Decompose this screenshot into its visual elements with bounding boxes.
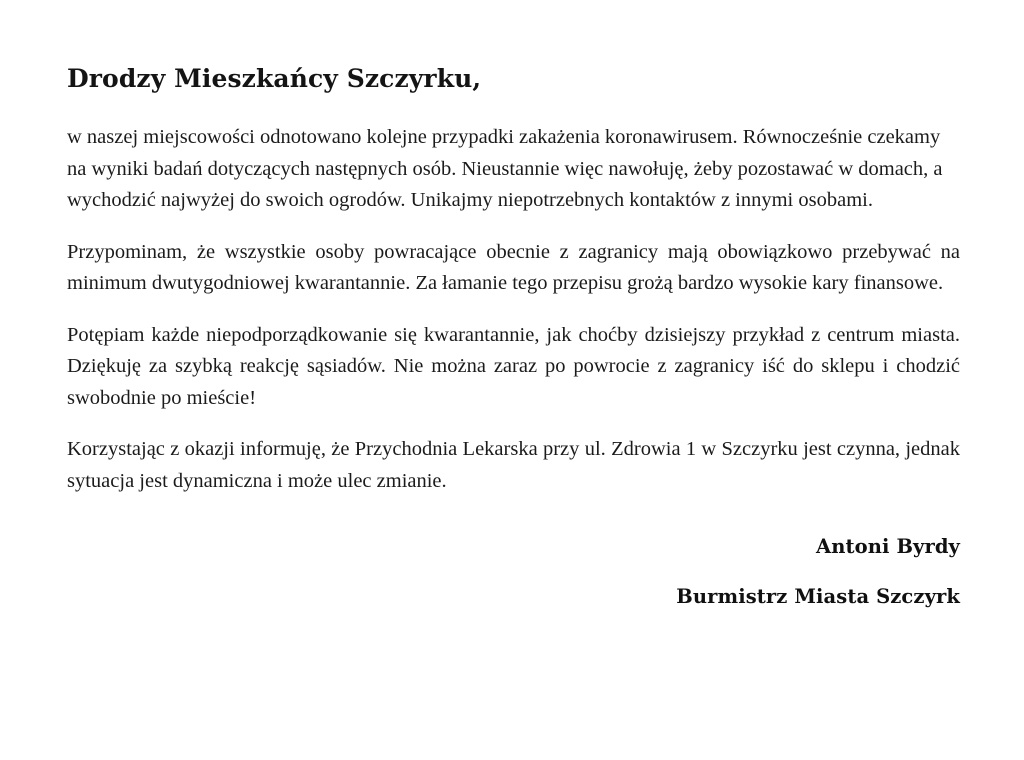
letter-paragraph-2: Przypominam, że wszystkie osoby powracające obecnie z zagranicy mają obowiązkowo przebywać na minimum dwutygodniowej kwarantannie. Za łamanie tego przepisu grożą bardzo wysokie kary finansowe. (67, 240, 960, 294)
letter-body (67, 122, 960, 497)
letter-salutation-heading: Drodzy Mieszkańcy Szczyrku, (67, 64, 482, 93)
signature-name: Antoni Byrdy (816, 535, 960, 558)
signature-block (67, 533, 960, 611)
letter-paragraph-1: w naszej miejscowości odnotowano kolejne przypadki zakażenia koronawirusem. Równocześnie czekamy na wyniki badań dotyczących następnych osób. Nieustannie więc nawołuję, żeby pozostawać w domach, a wychodzić najwyżej do swoich ogrodów. Unikajmy niepotrzebnych kontaktów z innymi osobami. (67, 126, 943, 211)
signature-role: Burmistrz Miasta Szczyrk (676, 585, 960, 608)
letter-paragraph-4: Korzystając z okazji informuję, że Przychodnia Lekarska przy ul. Zdrowia 1 w Szczyrku jest czynna, jednak sytuacja jest dynamiczna i może ulec zmianie. (67, 438, 960, 492)
letter-paragraph-3: Potępiam każde niepodporządkowanie się kwarantannie, jak choćby dzisiejszy przykład z centrum miasta. Dziękuję za szybką reakcję sąsiadów. Nie można zaraz po powrocie z zagranicy iść do sklepu i chodzić swobodnie po mieście! (67, 323, 960, 409)
